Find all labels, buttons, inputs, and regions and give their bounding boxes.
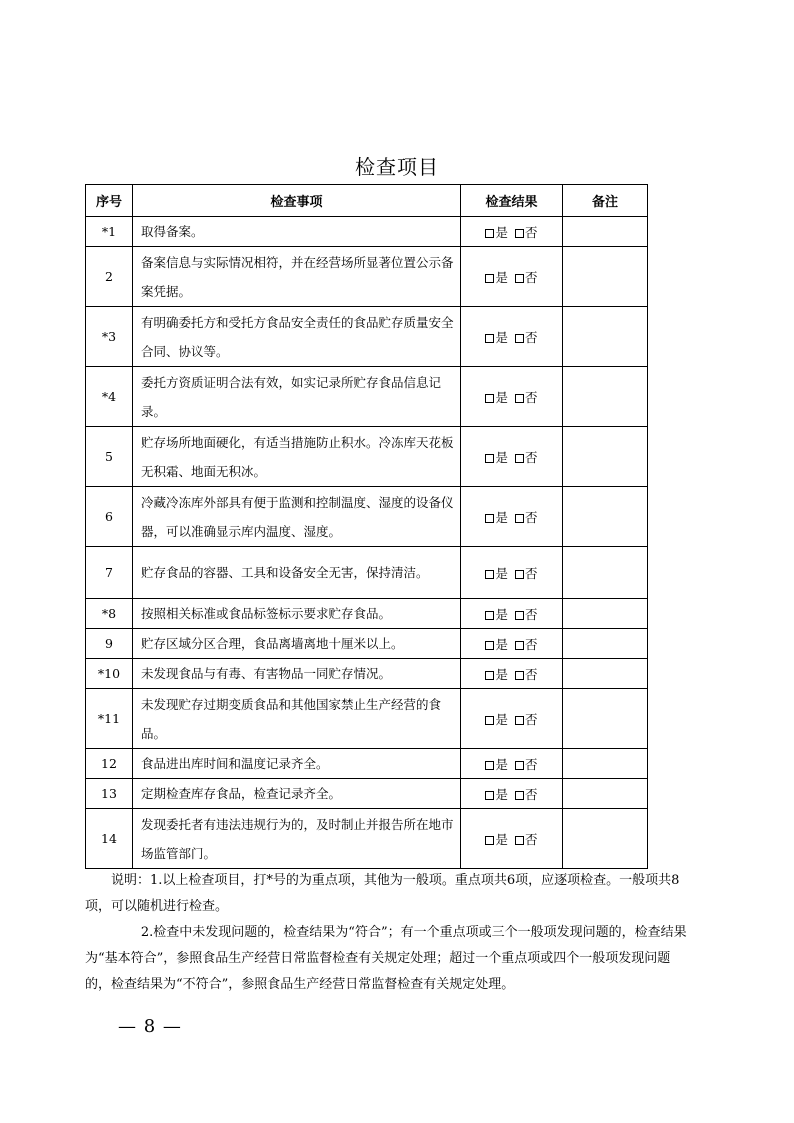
row-item: 有明确委托方和受托方食品安全责任的食品贮存质量安全合同、协议等。 [133,307,461,367]
result-option-label: 否 [525,389,538,405]
row-remark [563,487,648,547]
result-option-yes[interactable] [485,270,508,285]
result-option-yes[interactable] [485,667,508,682]
checkbox-icon[interactable] [485,641,494,650]
row-number: *10 [86,659,133,689]
result-option-yes[interactable] [485,637,508,652]
row-item: 冷藏冷冻库外部具有便于监测和控制温度、湿度的设备仪器，可以准确显示库内温度、湿度。 [133,487,461,547]
result-option-label: 是 [495,711,508,727]
result-option-label: 是 [495,329,508,345]
result-option-label: 否 [525,636,538,652]
checkbox-icon[interactable] [515,641,524,650]
table-row [86,659,648,689]
checkbox-icon[interactable] [485,514,494,523]
result-option-label: 否 [525,509,538,525]
row-result [461,689,563,749]
result-option-no[interactable] [515,450,538,465]
table-row [86,487,648,547]
checkbox-icon[interactable] [485,791,494,800]
note-1: 说明：1.以上检查项目，打*号的为重点项，其他为一般项。重点项共6项，应逐项检查。一般项共8项，可以随机进行检查。 [85,873,680,914]
row-result [461,809,563,869]
row-number: *11 [86,689,133,749]
result-option-label: 是 [495,831,508,847]
checkbox-icon[interactable] [515,716,524,725]
table-header-row [86,185,648,217]
row-remark [563,307,648,367]
table-row [86,217,648,247]
result-option-label: 是 [495,389,508,405]
row-item: 按照相关标准或食品标签标示要求贮存食品。 [133,599,461,629]
table-row [86,307,648,367]
result-option-no[interactable] [515,330,538,345]
checkbox-icon[interactable] [515,334,524,343]
result-option-no[interactable] [515,270,538,285]
row-result [461,217,563,247]
checkbox-icon[interactable] [485,716,494,725]
result-option-label: 是 [495,449,508,465]
result-option-label: 是 [495,509,508,525]
header-result: 检查结果 [461,185,563,217]
row-number: 14 [86,809,133,869]
row-item: 未发现食品与有毒、有害物品一同贮存情况。 [133,659,461,689]
row-item: 发现委托者有违法违规行为的，及时制止并报告所在地市场监管部门。 [133,809,461,869]
row-result [461,367,563,427]
result-option-no[interactable] [515,390,538,405]
table-row [86,427,648,487]
checkbox-icon[interactable] [485,394,494,403]
row-remark [563,217,648,247]
header-remark: 备注 [563,185,648,217]
result-option-no[interactable] [515,566,538,581]
row-item: 定期检查库存食品，检查记录齐全。 [133,779,461,809]
result-option-label: 否 [525,606,538,622]
row-item: 未发现贮存过期变质食品和其他国家禁止生产经营的食品。 [133,689,461,749]
result-option-label: 否 [525,329,538,345]
result-option-label: 否 [525,666,538,682]
checkbox-icon[interactable] [515,671,524,680]
row-item: 贮存区域分区合理，食品离墙离地十厘米以上。 [133,629,461,659]
result-option-label: 是 [495,269,508,285]
row-item: 贮存食品的容器、工具和设备安全无害，保持清洁。 [133,547,461,599]
row-number: *4 [86,367,133,427]
checkbox-icon[interactable] [515,611,524,620]
checkbox-icon[interactable] [515,274,524,283]
result-option-label: 否 [525,786,538,802]
result-option-no[interactable] [515,667,538,682]
result-option-no[interactable] [515,607,538,622]
row-result [461,427,563,487]
result-option-yes[interactable] [485,566,508,581]
result-option-label: 是 [495,636,508,652]
result-option-no[interactable] [515,712,538,727]
result-option-label: 是 [495,606,508,622]
checkbox-icon[interactable] [485,334,494,343]
result-option-yes[interactable] [485,450,508,465]
row-remark [563,547,648,599]
row-number: *8 [86,599,133,629]
row-remark [563,779,648,809]
row-remark [563,367,648,427]
row-result [461,307,563,367]
row-result [461,247,563,307]
result-option-label: 是 [495,565,508,581]
table-row [86,809,648,869]
checkbox-icon[interactable] [485,671,494,680]
row-result [461,487,563,547]
result-option-yes[interactable] [485,510,508,525]
result-option-yes[interactable] [485,757,508,772]
notes [85,868,695,998]
result-option-label: 是 [495,666,508,682]
row-result [461,599,563,629]
row-remark [563,809,648,869]
checkbox-icon[interactable] [515,454,524,463]
row-remark [563,659,648,689]
checkbox-icon[interactable] [515,791,524,800]
result-option-label: 是 [495,224,508,240]
row-result [461,629,563,659]
row-number: 7 [86,547,133,599]
table-row [86,779,648,809]
row-remark [563,629,648,659]
result-option-label: 否 [525,831,538,847]
result-option-label: 否 [525,565,538,581]
result-option-no[interactable] [515,832,538,847]
row-item: 委托方资质证明合法有效，如实记录所贮存食品信息记录。 [133,367,461,427]
table-row [86,367,648,427]
row-number: *3 [86,307,133,367]
row-item: 贮存场所地面硬化，有适当措施防止积水。冷冻库天花板无积霜、地面无积冰。 [133,427,461,487]
note-2: 2.检查中未发现问题的，检查结果为“符合”；有一个重点项或三个一般项发现问题的，检查结果为“基本符合”，参照食品生产经营日常监督检查有关规定处理；超过一个重点项或四个一般项发现问题的，检查结果为“不符合”，参照食品生产经营日常监督检查有关规定处理。 [85,925,687,992]
result-option-no[interactable] [515,757,538,772]
row-number: 5 [86,427,133,487]
row-result [461,779,563,809]
row-number: 9 [86,629,133,659]
result-option-yes[interactable] [485,390,508,405]
result-option-label: 否 [525,449,538,465]
checkbox-icon[interactable] [485,761,494,770]
result-option-yes[interactable] [485,787,508,802]
row-result [461,547,563,599]
row-result [461,749,563,779]
checkbox-icon[interactable] [485,570,494,579]
row-remark [563,427,648,487]
row-result [461,659,563,689]
row-remark [563,247,648,307]
table-row [86,547,648,599]
header-item: 检查事项 [133,185,461,217]
row-item: 食品进出库时间和温度记录齐全。 [133,749,461,779]
table-row [86,599,648,629]
page-number: — 8 — [118,1016,182,1037]
result-option-label: 否 [525,756,538,772]
checkbox-icon[interactable] [485,836,494,845]
result-option-no[interactable] [515,787,538,802]
row-number: 12 [86,749,133,779]
checkbox-icon[interactable] [485,229,494,238]
checkbox-icon[interactable] [515,514,524,523]
table-row [86,247,648,307]
checkbox-icon[interactable] [515,570,524,579]
result-option-yes[interactable] [485,225,508,240]
checkbox-icon[interactable] [485,611,494,620]
table-row [86,629,648,659]
inspection-table [85,184,648,869]
table-row [86,749,648,779]
checkbox-icon[interactable] [515,761,524,770]
row-number: 6 [86,487,133,547]
result-option-label: 否 [525,711,538,727]
result-option-yes[interactable] [485,832,508,847]
row-remark [563,749,648,779]
checkbox-icon[interactable] [515,229,524,238]
result-option-yes[interactable] [485,607,508,622]
checkbox-icon[interactable] [485,274,494,283]
checkbox-icon[interactable] [515,394,524,403]
result-option-no[interactable] [515,637,538,652]
row-remark [563,689,648,749]
row-number: 13 [86,779,133,809]
row-number: *1 [86,217,133,247]
row-remark [563,599,648,629]
result-option-label: 是 [495,756,508,772]
result-option-no[interactable] [515,225,538,240]
result-option-yes[interactable] [485,330,508,345]
result-option-label: 否 [525,269,538,285]
result-option-yes[interactable] [485,712,508,727]
page-title: 检查项目 [355,155,439,179]
result-option-label: 是 [495,786,508,802]
header-no: 序号 [86,185,133,217]
table-row [86,689,648,749]
row-item: 备案信息与实际情况相符，并在经营场所显著位置公示备案凭据。 [133,247,461,307]
result-option-label: 否 [525,224,538,240]
checkbox-icon[interactable] [485,454,494,463]
table-body [86,217,648,869]
checkbox-icon[interactable] [515,836,524,845]
row-number: 2 [86,247,133,307]
result-option-no[interactable] [515,510,538,525]
row-item: 取得备案。 [133,217,461,247]
